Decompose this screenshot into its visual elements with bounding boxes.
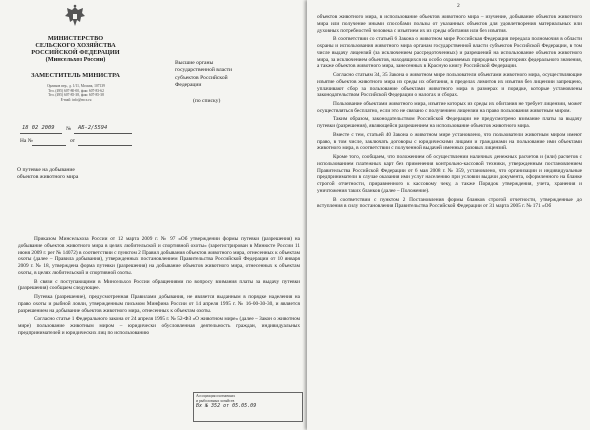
incoming-registration-stamp [193,392,303,422]
ministry-line: СЕЛЬСКОГО ХОЗЯЙСТВА [35,42,116,49]
stamp-line: Ассоциация охотничьих [196,394,236,398]
reference-date-underline [78,145,132,146]
addressee-line: Федерации [175,82,202,89]
deputy-minister-title: ЗАМЕСТИТЕЛЬ МИНИСТРА [31,72,120,79]
addressee-line: государственной власти [175,67,233,74]
stamp-line: и рыболовных хозяйств [196,398,235,403]
contact-block [20,84,132,102]
stamp-line: Вх № 352 от 05.05.09 [196,402,257,409]
addressee-line: субъектов Российской [175,74,228,81]
reference-underline [32,145,66,146]
body-paragraph: Согласно статье 1 Федерального закона от 24 апреля 1995 г. № 52-ФЗ «О животном мире» (далее – Закон о животном мире) пользование животным миром – юридически обусловленная деятельность граждан, индивидуальных предпринимателей и юридических лиц по использованию [18,316,300,336]
number-sign: № [66,126,72,132]
body-paragraph: Таким образом, законодательством Российской Федерации не предусмотрено взимание платы за выдачу путевки (разрешения), являющейся разрешением на использование объектов животного мира. [317,116,582,130]
russian-coat-of-arms-icon [63,4,87,32]
body-paragraph: объектов животного мира, в использование объектов животного мира – изучение, добывание объектов животного мира или получение иными способами пользы от указанных объектов для удовлетворения материальных или духовных потребностей человека с изъятием их из среды обитания или без изъятия. [317,14,582,34]
addressee-block [175,60,295,105]
contact-line: Тел. (495) 607-80-00, факс 607-83-62 [48,88,104,93]
ministry-line: РОССИЙСКОЙ ФЕДЕРАЦИИ [31,49,120,56]
addressee-line: Высшие органы [175,60,214,66]
body-paragraph: Кроме того, сообщаем, что положением об осуществлении наличных денежных расчетов и (или) расчетов с использованием платежных карт без применения контрольно-кассовой техники, утвержденным постановлением Правительства Российской Федерации от 6 мая 2008 г. № 359, установлено, что организации и индивидуальные предприниматели в случае оказания ими услуг населению при условии выдачи документа, оформленного на бланке строгой отчетности, приравненного к кассовому чеку, а также Порядок утверждения, учета, хранения и уничтожения таких бланков (далее – Положение). [317,153,582,194]
letter-subject [17,167,157,181]
reference-from-label: от [70,138,75,144]
letter-body-page-2 [317,14,582,428]
ministry-line: (Минсельхоз России) [45,56,106,63]
ministry-line: МИНИСТЕРСТВО [47,35,104,42]
reference-label: На № [20,138,33,144]
body-paragraph: Вместе с тем, статьей 40 Закона о животном мире установлено, что пользователи животным миром имеют право, в том числе, заключать договоры с юридическими лицами и гражданами на пользование ими объектами животного мира, в соответствии с полученной выдачей именных разовых лицензий. [317,131,582,152]
date-underline [20,133,62,134]
body-paragraph: Путевка (разрешение), предусмотренная Правилами добывания, не является выданным в порядке наделения на право охоты и рыбной ловли, утвержденным письмом Минфина России от 14 апреля 1995 г. № 16-00-30-30, и является разрешением на добывание объектов животного мира, отнесенных к объектам охоты. [18,293,300,314]
contact-line: Орликов пер., д. 1/11, Москва, 107139 [47,84,105,88]
body-paragraph: В соответствии с пунктом 2 Постановления формы бланков строгой отчетности, утвержденные до вступления в силу постановления Правительства Российской Федерации от 31 марта 2005 г. № 171 «Об [317,196,582,210]
page-number: 2 [457,3,460,9]
ministry-name [17,35,134,63]
body-paragraph: Приказом Минсельхоза России от 12 марта 2009 г. № 97 «Об утверждении формы путевки (разрешения) на добывание объектов животного мира в целях любительской и спортивной охоты» (зарегистрирован в Минюсте России 11 июня 2009 г. рег № 14072) в соответствии с пунктом 2 Правил добывания объектов животного мира, отнесенных к объектам охоты (далее – Правила добывания), утвержденных постановлением Правительства Российской Федерации от 10 января 2009 г. № 18, утверждена форма путевки (разрешения) на добывание объектов животного мира, отнесенных к объектам охоты, в целях любительской и спортивной охоты. [18,236,300,276]
contact-line: E-mail: info@mcx.ru [60,97,92,102]
body-paragraph: В связи с поступающими в Минсельхоз России обращениями по вопросу взимания платы за выдачу путевки (разрешения) сообщаем следующее. [18,278,300,292]
number-underline [74,133,132,134]
subject-line: объектов животного мира [17,174,79,181]
document-date: 18 02 2009 [22,125,55,131]
body-paragraph: Пользование объектами животного мира, изъятие которых из среды их обитания не требует лицензии, может осуществляться бесплатно, если это не связано с получением лицензии на право пользования животным миром. [317,100,582,114]
addressee-list-note: (по списку) [193,97,221,104]
subject-line: О путевке на добывание [17,167,75,173]
body-paragraph: В соответствии со статьей 6 Закона о животном мире Российская Федерация передала полномочия в области охраны и использования животного мира органам государственной власти субъектов Российской Федерации, в том числе выдачу лицензий (за исключением рассредоточенных) и разрешений на использование объектов животного мира, за исключением объектов, находящихся на особо охраняемых природных территориях федерального значения, а также объектов животного мира, занесенных в Красную книгу Российской Федерации. [317,36,582,70]
body-paragraph: Согласно статьям 34, 35 Закона о животном мире пользователи объектами животного мира, осуществляющие изъятие объектов животного мира из среды их обитания, в пределах лимитов их изъятия без лицензии запрещено, уплачивают сбор за пользование объектами животного мира в размерах и порядке, которые установлены законодательством Российской Федерации о налогах и сборах. [317,71,582,99]
document-number: АБ-2/5594 [78,125,108,131]
contact-line: Тел. (495) 607-85-38, факс 607-85-38 [48,93,104,98]
letter-page-2 [307,0,590,430]
